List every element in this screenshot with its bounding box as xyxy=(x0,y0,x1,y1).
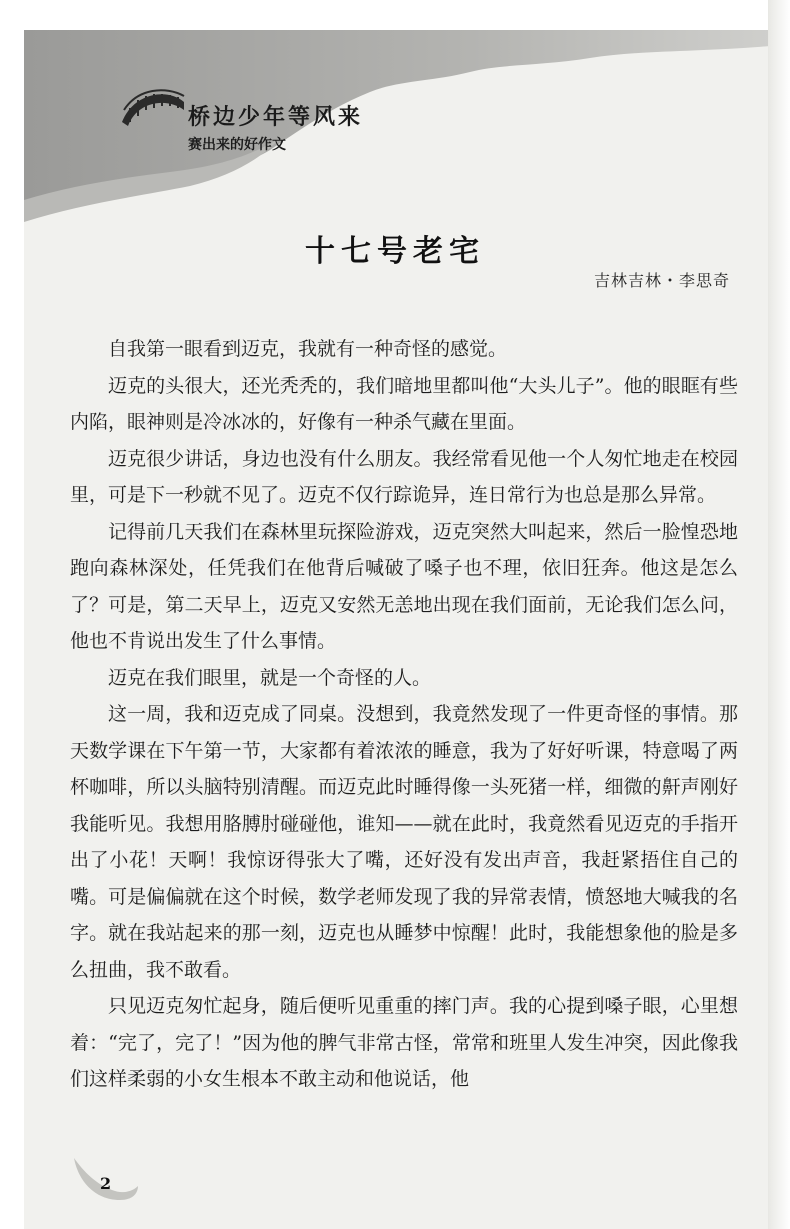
series-title: 桥边少年等风来 xyxy=(188,104,364,130)
paragraph: 自我第一眼看到迈克，我就有一种奇怪的感觉。 xyxy=(108,338,508,360)
series-subtitle: 赛出来的好作文 xyxy=(188,137,286,153)
bridge-icon xyxy=(120,82,186,130)
paragraph: 迈克的头很大，还光秃秃的，我们暗地里都叫他“大头儿子”。他的眼眶有些内陷，眼神则是冷冰冰的，好像有一种杀气藏在里面。 xyxy=(70,374,738,433)
paragraph: 记得前几天我们在森林里玩探险游戏，迈克突然大叫起来，然后一脸惶恐地跑向森林深处，任凭我们在他背后喊破了嗓子也不理，依旧狂奔。他这是怎么了？可是，第二天早上，迈克又安然无恙地出现在我们面前，无论我们怎么问，他也不肯说出发生了什么事情。 xyxy=(70,520,738,652)
paragraph: 迈克很少讲话，身边也没有什么朋友。我经常看见他一个人匆忙地走在校园里，可是下一秒就不见了。迈克不仅行踪诡异，连日常行为也总是那么异常。 xyxy=(70,447,738,506)
article-body xyxy=(70,331,738,1098)
header-ink-wash xyxy=(0,0,790,260)
page-number: 2 xyxy=(100,1174,112,1193)
paragraph: 只见迈克匆忙起身，随后便听见重重的摔门声。我的心提到嗓子眼，心里想着：“完了，完了！”因为他的脾气非常古怪，常常和班里人发生冲突，因此像我们这样柔弱的小女生根本不敢主动和他说话，他 xyxy=(70,995,738,1090)
author-byline: 吉林吉林・李思奇 xyxy=(593,271,730,290)
paragraph: 这一周，我和迈克成了同桌。没想到，我竟然发现了一件更奇怪的事情。那天数学课在下午第一节，大家都有着浓浓的睡意，我为了好好听课，特意喝了两杯咖啡，所以头脑特别清醒。而迈克此时睡得像一头死猪一样，细微的鼾声刚好我能听见。我想用胳膊肘碰碰他，谁知——就在此时，我竟然看见迈克的手指开出了小花！天啊！我惊讶得张大了嘴，还好没有发出声音，我赶紧捂住自己的嘴。可是偏偏就在这个时候，数学老师发现了我的异常表情，愤怒地大喊我的名字。就在我站起来的那一刻，迈克也从睡梦中惊醒！此时，我能想象他的脸是多么扭曲，我不敢看。 xyxy=(70,703,738,981)
page-edge-left xyxy=(0,0,24,1229)
paragraph: 迈克在我们眼里，就是一个奇怪的人。 xyxy=(108,666,432,689)
page-edge-right xyxy=(768,0,790,1229)
article-title: 十七号老宅 xyxy=(305,234,485,269)
page-number-badge xyxy=(70,1150,140,1210)
